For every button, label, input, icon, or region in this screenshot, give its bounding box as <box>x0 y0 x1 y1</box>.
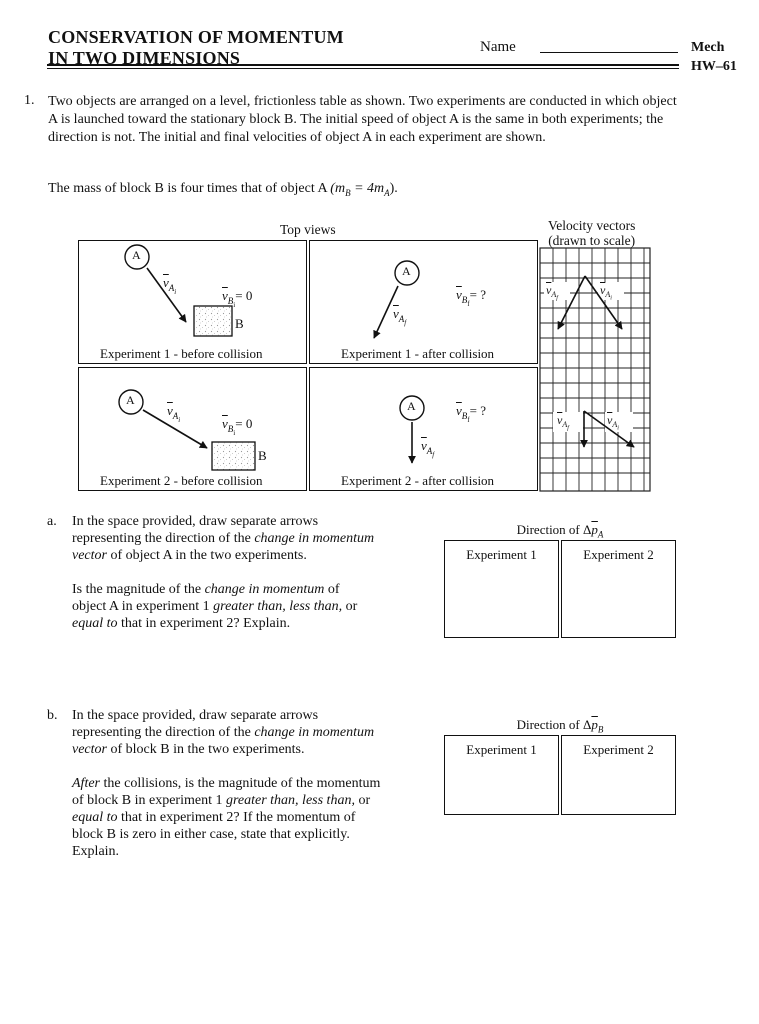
part-a-exp1-answer-box[interactable] <box>444 540 559 638</box>
part-a-prompt: In the space provided, draw separate arrows representing the direction of the change in momentum vector of object A in the two experiments. Is the magnitude of the change in momentum of object A in experiment 1 greater than, less than, or equal to that in experiment 2? Explain. <box>72 514 375 631</box>
problem-number: 1. <box>24 93 35 108</box>
object-a-label: A <box>407 399 416 413</box>
grid-va-initial-label: $\overline{v}_{A_i}$ <box>607 413 619 432</box>
part-b-exp2-answer-box[interactable] <box>561 735 676 815</box>
grid-va-final-label: $\overline{v}_{A_f}$ <box>557 413 569 432</box>
part-b-exp1-answer-box[interactable] <box>444 735 559 815</box>
part-b-box-title: Direction of $\Delta\overline{p}_B$ <box>516 717 604 735</box>
exp1-after-caption: Experiment 1 - after collision <box>341 346 495 361</box>
column-header: Experiment 1 <box>466 547 537 562</box>
exp1-before-caption: Experiment 1 - before collision <box>100 346 263 361</box>
vb-initial-label: $\overline{v}_{B_i}= 0$ <box>222 416 253 437</box>
va-final-label: $\overline{v}_{A_f}$ <box>421 438 435 459</box>
problem-intro: Two objects are arranged on a level, frictionless table as shown. Two experiments are conducted in which object A is launched toward the stationary block B. The initial speed of object A is the same in both experiments; the direction is not. The initial and final velocities of object A in each experiment are shown. <box>48 94 677 145</box>
va-final-label: $\overline{v}_{A_f}$ <box>393 306 407 327</box>
part-a-letter: a. <box>47 514 57 529</box>
column-header: Experiment 2 <box>583 547 654 562</box>
top-views-label: Top views <box>280 222 336 237</box>
title-line-1: CONSERVATION OF MOMENTUM <box>48 27 344 47</box>
mass-text: The mass of block B is four times that of object A <box>48 181 327 196</box>
title-line-2: IN TWO DIMENSIONS <box>48 48 241 68</box>
column-header: Experiment 2 <box>583 742 654 757</box>
object-a-label: A <box>402 264 411 278</box>
vb-final-label: $\overline{v}_{B_f}=$ ? <box>456 287 486 308</box>
column-header: Experiment 1 <box>466 742 537 757</box>
block-b-label: B <box>258 448 267 463</box>
grid-va-initial-label: $\overline{v}_{A_i}$ <box>600 283 612 302</box>
part-b-letter: b. <box>47 708 58 723</box>
object-a-label: A <box>126 393 135 407</box>
va-initial-label: $\overline{v}_{A_i}$ <box>167 403 181 424</box>
name-label: Name <box>480 39 516 55</box>
exp2-after-caption: Experiment 2 - after collision <box>341 473 495 488</box>
va-initial-label: $\overline{v}_{A_i}$ <box>163 275 177 296</box>
exp2-before-caption: Experiment 2 - before collision <box>100 473 263 488</box>
grid-va-final-label: $\overline{v}_{A_f}$ <box>546 283 558 302</box>
velocity-vectors-label: Velocity vectors (drawn to scale) <box>548 218 636 248</box>
block-b <box>212 442 255 470</box>
block-b <box>194 306 232 336</box>
mass-statement: The mass of block B is four times that of object A $(m_B = 4m_A)$. <box>48 181 398 198</box>
vb-final-label: $\overline{v}_{B_f}=$ ? <box>456 403 486 424</box>
mass-equation: ($m_B = 4m_A$ <box>330 181 390 198</box>
part-b-prompt: In the space provided, draw separate arrows representing the direction of the change in momentum vector of block B in the two experiments. After the collisions, is the magnitude of the momentum of block B in experiment 1 greater than, less than, or equal to that in experiment 2? If the momentum of block B is zero in either case, state that explicitly. Explain. <box>72 708 381 859</box>
part-a-box-title: Direction of $\Delta\overline{p}_A$ <box>516 522 604 540</box>
block-b-label: B <box>235 316 244 331</box>
object-a-label: A <box>132 248 141 262</box>
part-a-exp2-answer-box[interactable] <box>561 540 676 638</box>
homework-code: HW–61 <box>691 59 737 74</box>
vb-initial-label: $\overline{v}_{B_i}= 0$ <box>222 288 253 309</box>
course-label: Mech <box>691 40 725 55</box>
